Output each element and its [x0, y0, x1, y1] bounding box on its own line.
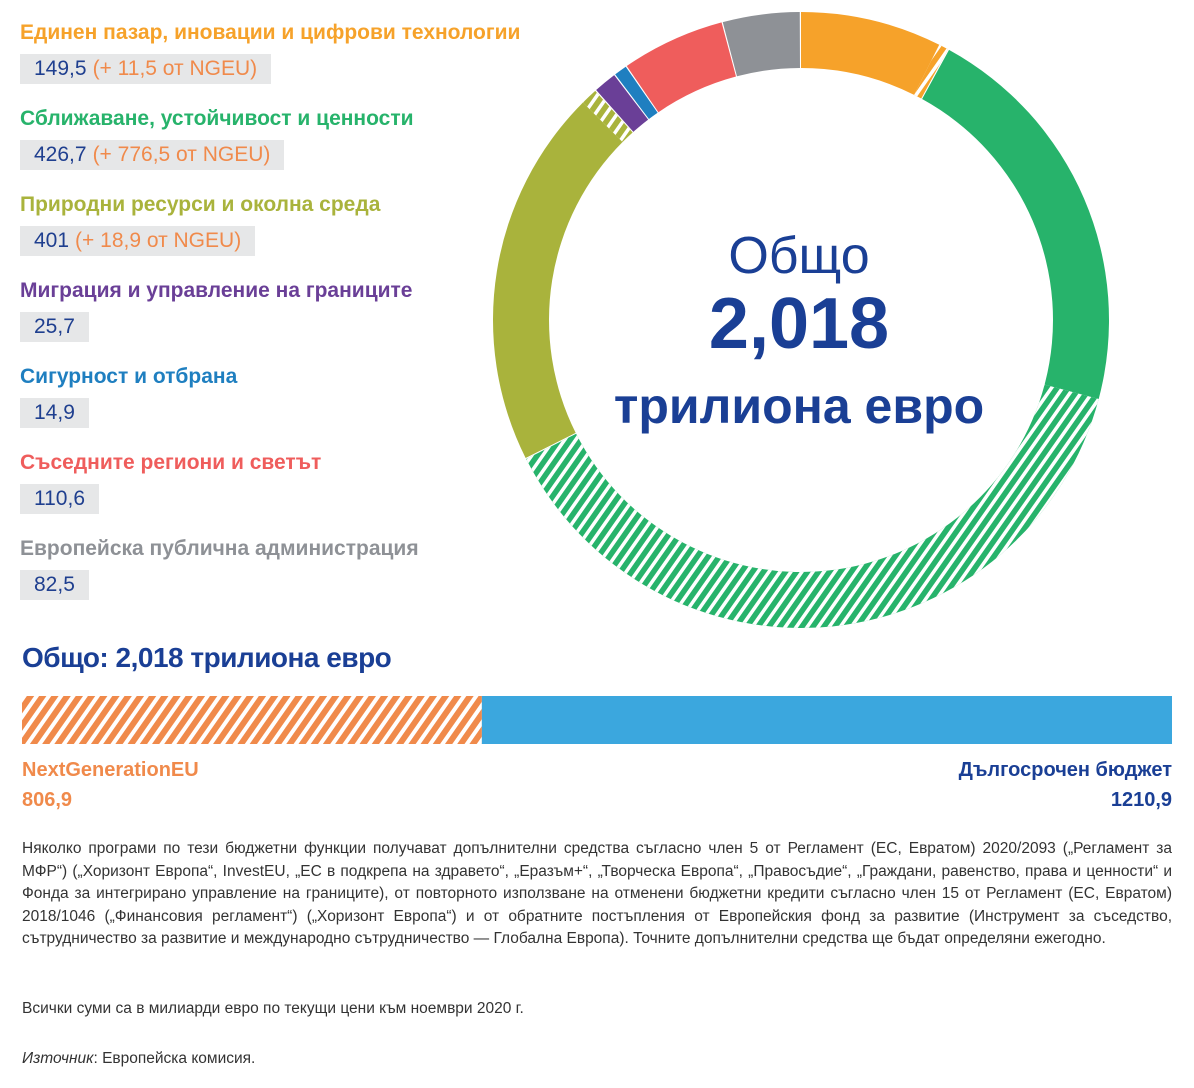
legend-value: 82,5 — [34, 573, 75, 596]
legend-value-box — [20, 226, 255, 256]
legend-value-box — [20, 140, 284, 170]
bar-segment-ngeu-hatch — [22, 696, 482, 744]
legend-title: Европейска публична администрация — [20, 537, 419, 560]
legend-value: 426,7 — [34, 143, 87, 166]
legend-value: 14,9 — [34, 401, 75, 424]
legend-title: Природни ресурси и околна среда — [20, 193, 381, 216]
center-total-label: Общо — [728, 227, 870, 285]
footnote-source — [22, 1048, 1172, 1071]
bar-heading: Общо: 2,018 трилиона евро — [22, 642, 392, 673]
center-total-value: 2,018 — [708, 284, 890, 364]
footnote-programmes: Няколко програми по тези бюджетни функции получават допълнителни средства съгласно член 5 от Регламент (ЕС, Евратом) 2020/2093 („Регламент за МФР“) („Хоризонт Европа“, InvestEU, „ЕС в подкрепа на здравето“, „Еразъм+“, „Творческа Европа“, „Правосъдие“, „Граждани, равенство, права и ценности“ и Фонда за интегрирано управление на границите), от повторното използване на отменени бюджетни кредити съгласно член 15 от Регламент (ЕС, Евратом) 2018/1046 („Финансовия регламент“) („Хоризонт Европа“) и от обратните постъпления от Европейския фонд за развитие (Инструмент за съседство, сътрудничество за развитие и международно сътрудничество — Глобална Европа). Точните допълнителни средства ще бъдат определяни ежегодно. — [22, 840, 1172, 947]
long-term-budget-value: 1210,9 — [1110, 789, 1172, 811]
legend-ngeu-extra: (+ 18,9 от NGEU) — [75, 229, 242, 252]
legend-value-box — [20, 312, 89, 342]
legend-value: 149,5 — [34, 57, 87, 80]
legend-ngeu-extra: (+ 776,5 от NGEU) — [92, 143, 271, 166]
legend-value: 110,6 — [34, 487, 85, 510]
legend-title: Съседните региони и светът — [20, 451, 322, 474]
long-term-budget-label: Дългосрочен бюджет — [958, 759, 1172, 781]
ngeu-value: 806,9 — [22, 789, 73, 811]
donut-slice-6 — [723, 12, 800, 76]
donut-slice-0 — [801, 12, 939, 95]
legend-value-box — [20, 54, 271, 84]
center-total-unit: трилиона евро — [613, 378, 985, 434]
legend-title: Сигурност и отбрана — [20, 365, 238, 388]
source-label: Източник — [22, 1050, 94, 1067]
legend-value: 401 — [34, 229, 70, 252]
bar-segment-long-term-budget — [482, 696, 1172, 744]
legend-value-box — [20, 570, 89, 600]
legend-title: Единен пазар, иновации и цифрови технологии — [20, 21, 521, 44]
legend-value-box — [20, 398, 89, 428]
source-text: : Европейска комисия. — [93, 1050, 256, 1067]
ngeu-label: NextGenerationEU — [22, 759, 199, 781]
legend-title: Сближаване, устойчивост и ценности — [20, 107, 414, 130]
bar-segments — [22, 696, 1172, 744]
legend-value: 25,7 — [34, 315, 75, 338]
footnote-units: Всички суми са в милиарди евро по текущи цени към ноември 2020 г. — [22, 1000, 524, 1017]
legend-value-box — [20, 484, 99, 514]
legend-ngeu-extra: (+ 11,5 от NGEU) — [92, 57, 258, 80]
legend-title: Миграция и управление на границите — [20, 279, 413, 302]
stacked-bar-chart — [22, 696, 1172, 744]
